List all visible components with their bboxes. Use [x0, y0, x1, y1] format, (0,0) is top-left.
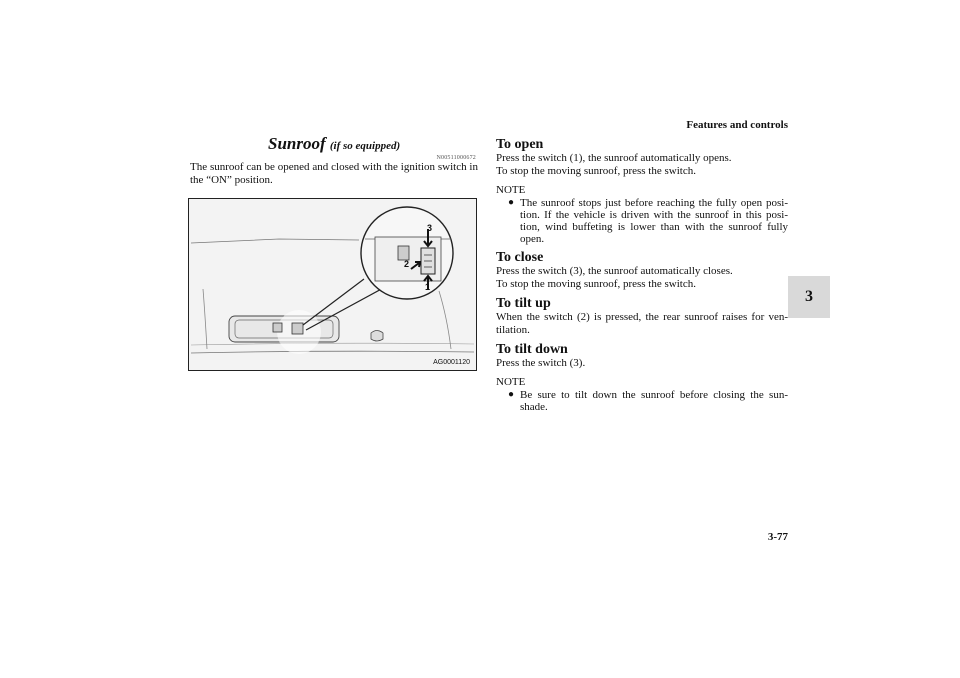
heading-to-close: To close	[496, 250, 544, 265]
open-line-1: Press the switch (1), the sunroof automatically opens.	[496, 152, 732, 164]
page-title	[268, 134, 400, 154]
document-code: N00511000672	[436, 155, 476, 161]
note-bullet-1	[496, 197, 788, 245]
callout-1: 1	[425, 282, 431, 292]
heading-to-tilt-up: To tilt up	[496, 296, 551, 311]
section-header: Features and controls	[686, 119, 788, 131]
page-number: 3-77	[767, 531, 788, 543]
sunroof-switch-figure	[188, 198, 477, 371]
note-label-2: NOTE	[496, 376, 526, 388]
note-text-1: The sunroof stops just before reaching the fully open posi-tion. If the vehicle is driven with the sunroof in this posi-tion, wind buffeting is lower than with the sunroof fully open.	[520, 197, 788, 245]
title-main: Sunroof	[268, 134, 326, 153]
callout-3: 3	[427, 223, 433, 233]
title-subtitle: (if so equipped)	[329, 140, 401, 152]
chapter-tab: 3	[788, 276, 830, 318]
bullet-icon: ●	[508, 389, 515, 400]
bullet-icon: ●	[508, 197, 515, 208]
heading-to-tilt-down: To tilt down	[496, 342, 568, 357]
callout-2: 2	[404, 259, 410, 269]
figure-illustration	[189, 199, 476, 370]
tilt-down-line-1: Press the switch (3).	[496, 357, 586, 369]
note-text-2: Be sure to tilt down the sunroof before closing the sun-shade.	[520, 389, 788, 413]
tilt-up-line-1: When the switch (2) is pressed, the rear sunroof raises for ven-tilation.	[496, 311, 788, 336]
intro-paragraph: The sunroof can be opened and closed with the ignition switch in the “ON” position.	[190, 161, 478, 186]
open-line-2: To stop the moving sunroof, press the switch.	[496, 165, 696, 177]
close-line-1: Press the switch (3), the sunroof automatically closes.	[496, 265, 733, 277]
heading-to-open: To open	[496, 137, 544, 152]
note-bullet-2	[496, 389, 788, 413]
instructions-column	[496, 138, 788, 413]
close-line-2: To stop the moving sunroof, press the switch.	[496, 278, 696, 290]
note-label-1: NOTE	[496, 184, 526, 196]
figure-code: AG0001120	[433, 359, 470, 366]
